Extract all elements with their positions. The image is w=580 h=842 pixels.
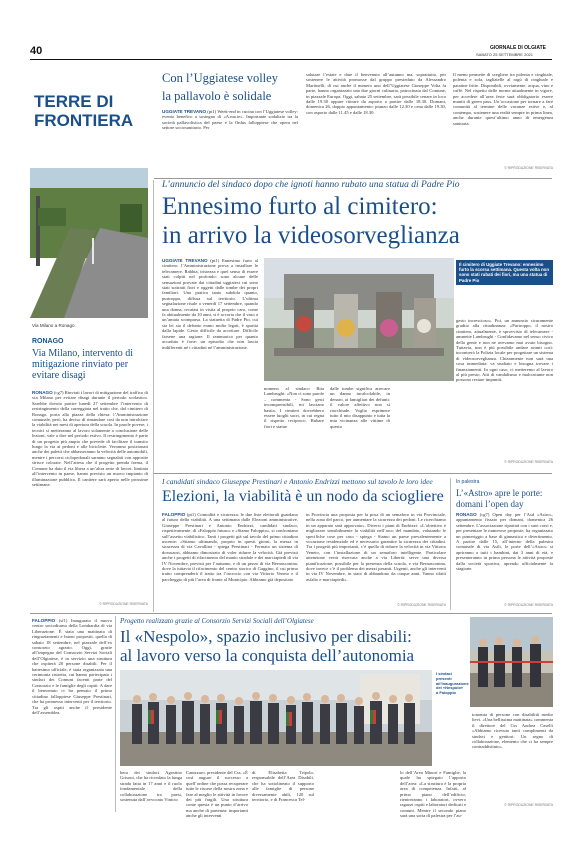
ronago-photo-caption: Via Milano a Ronago [32, 323, 75, 328]
cimitero-text-col3: dalle tombe significa arrecare un danno incalcolabile, in denaro, ai famigliari dei defunti: il valore affettivo non si riacchiude. Voglio esprimere tutto il mio disappunto e tutta la mia vicinanza alle vittime di questo [330, 386, 390, 429]
nespolo-left-rule [115, 616, 116, 812]
page-number: 40 [30, 45, 43, 57]
volley-text-col3: Il menu permette di scegliere tra polenta e cinghiale, polenta e zola, tagliatelle al ragù di cinghiale e patatine fritte. Disponibili, ovviamente, acqua, vino e caffè. Nel rispetto delle norme attualmente in vigore, per accedere all’area feste sarà obbligatorio essere muniti di green pass. Un’occasione per tornare a fare comunità al termine delle vacanze estive e, al contempo, sostenere una realtà sempre in prima linea, anche durante quest’ultimo anno di emergenza sanitaria. [453, 72, 553, 126]
volley-text1: (pt1) Week-end in cucina con l’Uggiatese volley: evento benefico a sostegno di «A.ma.te». Importante sodalizio tra la società pallavolistica del paese e la Onlus falloppiese che opera nel settore sociosanitario. Per [162, 109, 298, 131]
palestra-headline: L’«Astro» apre le porte: domani l’open day [456, 488, 543, 509]
paper-name: GIORNALE DI OLGIATE [490, 45, 547, 51]
nespolo-col2: Canizzaro, presidente del Css. «È così auguro il successo a quell’ordine che possa recuperare tutte le risorse della nostra zona e fare al meglio le attività in favore dei più fragili. Una struttura come questa è un punto d’arrivo ma anche di partenza: importanti anche gli interventi [186, 770, 248, 819]
palestra-body: (cg7) Open day per l’Asd «Astro», appuntamento fissato per domani, domenica 26 settembre. L’associazione ripartirà con i suoi corsi e, per presentare le numerose proposte, ha organizzato un pomeriggio a base di ginnastica e divertimento. A partire dalle 15, all’interno della palestra comunale di via Asili, le porte dell’«Astro» si apriranno a tutti i bambini, dai 3 anni di età, e presenteranno in prima persona le attività proposte dalla società sportiva, aprendo ufficialmente la stagione. [456, 512, 553, 572]
header-rule [30, 59, 552, 60]
ronago-body: (cg7) Rinviati i lavori di mitigazione del traffico di via Milano per evitare disagi durante il periodo scolastico. Sarebbe dovuto partire lunedì 27 settembre l’intervento di restringimento della carreggiata nel tratto che, dal cimitero di Ronago, porta alla piazza della chiesa: l’Amministrazione comunale, però, ha deciso di rimandare così da non intralciare la viabilità nei mesi di apertura della scuola. In parole povere, i tecnici si metteranno al lavoro solamente a conclusione delle lezioni, vale a dire nel periodo estivo. Il restringimento è parte di un progetto più ampio che prevede di facilitare il transito lungo la via ai pedoni e alle biciclette. Verranno posizionati anche dei paletti che abbasseranno la velocità delle automobili, mentre i percorsi ciclopedonali saranno segnalati con apposite strisce colorate. Nell’attesa che il progetto prenda forma, il Comune ha dato il via libera a un’altra serie di lavori: limitata all’intervento in paese, hanno previsto un nuovo impianto di illuminazione pubblica. Il cantiere sarà aperto nelle prossime settimane. [32, 390, 148, 487]
nespolo-left-body: (sf1) Inaugurato il nuovo centro sociodiurno della Lombardia di via Liberazione. È stata una mattinata di ringraziamenti e buoni propositi, quella di sabato 18 settembre, nel piazzale dell’ex consorzio agrario. Oggi, grazie all’impegno del Consorzio Servizi Sociali dell’Olgiatese, è in servizio una struttura che ospiterà 20 persone disabili. Per il battesimo ufficiale, è stata organizzata una cerimonia ristretta, cui hanno partecipato i sindaci dei Comuni facenti parte del Consorzio e le famiglie degli ospiti. A dare il benvenuto ci ha pensato il primo cittadino falloppiese Giuseppe Prestinari, che ha promesso interventi per il territorio. Tra gli ospiti anche il presidente dell’assemblea. [32, 618, 112, 715]
nespolo-col3: di Elisabetta Tripolo, responsabile dell’Area Disabili, che ha sottolineato il supporto alle famiglie di persone diversamente abili, 120 sul territorio, e di Francesca Tel- [252, 770, 314, 803]
left-column-rule [153, 180, 154, 612]
ribbon-cutting-photo-icon [470, 617, 553, 707]
nespolo-headline2: al lavoro verso la conquista dell’autonomia [120, 646, 415, 665]
elezioni-byline: FALOPPIO [162, 512, 186, 517]
nespolo-photo-2 [470, 617, 553, 707]
section-title [34, 92, 144, 130]
palestra-kicker: In palestra [456, 479, 480, 485]
cimitero-copyright: © RIPRODUZIONE RISERVATA [504, 460, 553, 464]
ronago-photo [30, 168, 148, 318]
street-photo-icon [30, 168, 148, 318]
nespolo-left-text [32, 618, 112, 808]
volley-kicker: Con l’Uggiatese volley [162, 71, 278, 85]
ronago-text [32, 390, 148, 600]
ronago-location: RONAGO [32, 338, 64, 345]
cemetery-photo-icon [264, 258, 454, 381]
section-title-line2: FRONTIERA [34, 111, 134, 130]
ronago-copyright: © RIPRODUZIONE RISERVATA [99, 602, 148, 606]
nespolo-col5: tonomia di persone con disabilità medio lievi. «Una bellissima mattinata» commenta il direttore del Css Andrea Caselli «Abbiamo ricevuto tanti complimenti da sindaci e genitori. Un segno di collaborazione, elemento che ci ha sempre contraddistinto». [472, 712, 554, 750]
elezioni-copyright: © RIPRODUZIONE RISERVATA [397, 603, 446, 607]
ronago-byline: RONAGO [32, 390, 53, 395]
cimitero-headline1: Ennesimo furto al cimitero: [162, 193, 438, 220]
volley-text-col2: salutare l’estate e dare il benvenuto all’autunno ma, soprattutto, per sostenere le attività promosse dal gruppo presieduto da Alessandro Martinelli, di cui anche il numero uno dell’Uggiatese Giuseppe Volta fa parte, hanno organizzato una due giorni culinaria, patrocinata dal Comune, in piazzale Europa. Oggi, sabato 25 settembre, sarà possibile cenare in loco dalle 19.30 oppure ritirare da asporto a partire dalle 18.30. Domani, domenica 26, doppio appuntamento: pranzo dalle 12.30 e cena dalle 19.30, con asporto dalle 11.45 e dalle 18.30. [306, 72, 446, 115]
nespolo-kicker: Progetto realizzato grazie al Consorzio Servizi Sociali dell’Olgiatese [120, 617, 314, 625]
cimitero-text-col4: gesto increscioso». Poi, un annuncio sicuramente gradito alla cittadinanza: «Purtroppo, il nostro cimitero, attualmente, è sprovvisto di telecamere - ammette Lambrughi - Confidavamo nel senso civico della gente e non ne avevamo mai avuto bisogno. Tuttavia, non è più possibile andare avanti così: incontrerò la Polizia locale per progettare un sistema di videosorveglianza. Chiaramente non sarà una cosa immediata: va studiato e bisogna trovare i finanziamenti. In ogni caso, ci metteremo al lavoro al più presto. Atti di vandalismo e malcostume non possono restare impuniti. [456, 318, 553, 383]
cimitero-text-col2: nomeno al sindaco Rita Lambrughi: «Non ci sono parole – commenta - Sono gesti incomprensibili, mi lasciano basita. I cimiteri dovrebbero essere luoghi sacri, in cui regna il rispetto reciproco. Rubare fiori e statue [264, 386, 324, 429]
nespolo-headline1: Il «Nespolo», spazio inclusivo per disabili: [120, 627, 412, 646]
cimitero-kicker: L’annuncio del sindaco dopo che ignoti hanno rubato una statua di Padre Pio [162, 180, 460, 190]
nespolo-photo [120, 670, 432, 766]
elezioni-text-col2: in Provincia una proposta per la posa di un semaforo in via Provinciale, nella zona del parco, per aumentare la sicurezza dei pedoni. Le ricerchiamo in un apparato sarà approvato». Diversi i piani di Endrizzi: «L’obiettivo è migliorare sensibilmente la viabilità nell’arco del mandato, valutando le specifiche cose per caso - spiega - Siamo un paese prevalentemente a vocazione residenziale ed è necessario garantire la sicurezza dei cittadini. Tra i progetti più importanti, c’è quello di ridurre la velocità in via Vittorio Veneto, con l’installazione di un semaforo intelligente. Particolare attenzione verrà riservata anche a via Libertà: serve una diversa pianificazione, possibile per la presenza della scuola, e via Bernasconina, dove invece c’è il problema dei mezzi pesanti. Urgenti, anche gli interventi in via IV Novembre, in stato di abbandono da cinque anni. Vanno rifatti asfalto e marciapiedi». [306, 512, 446, 582]
elezioni-headline: Elezioni, la viabilità è un nodo da sciogliere [162, 488, 444, 505]
cimitero-rule [154, 473, 552, 474]
volley-rule [154, 178, 552, 179]
volley-text-col1 [162, 109, 298, 161]
palestra-text [456, 512, 553, 602]
section-title-line1: TERRE DI [34, 92, 114, 111]
palestra-byline: RONAGO [456, 512, 477, 517]
nespolo-copyright: © RIPRODUZIONE RISERVATA [504, 803, 553, 807]
cimitero-text1: (pt1) Ennesimo furto al cimitero: l’Amministrazione prova a installare le telecamere. Rabbia, tristezza e quel senso di essere stati colpiti nel profondo: sono alcune delle sensazioni provate dai cittadini uggiatesi cui sono stati sottratti fiori e oggetti dalle tombe dei propri familiari. Una pratica tanto subdola quanto, purtroppo, diffusa sul territorio. L’ultima segnalazione risale a venerdì 17 settembre, quando una donna, recatasi in visita al proprio caro, come fa abitualmente da 10 anni, si è accorta che il vaso a un’amata scomparsa. La statuetta di Padre Pio, cui sia lei sia il defunto erano molto legati, è sparita dalla lapide. Gesto difficile da accettare. Difficile farsene una ragione. Il rammarico per quanto accaduto è forte: un episodio che non lascia indifferenti né i cittadini né l’amministrazione. [162, 258, 259, 350]
cimitero-text-col1 [162, 258, 258, 468]
ronago-headline: Via Milano, intervento di mitigazione rinviato per evitare disagi [32, 348, 134, 381]
volley-copyright: © RIPRODUZIONE RISERVATA [504, 166, 553, 170]
nespolo-col4: lo dell’Area Minori e Famiglie, la quale ha spiegato l’apporto dell’area: «La struttura è la propria area di competenza. Infatti, al primo piano dell’edificio, rientreranno i laboratori, ovvero ragazzi ospiti e laboratori dedicati e comuni. Mentre il secondo piano sarà una sorta di palestra per l’au- [400, 770, 466, 819]
group-photo-icon [120, 670, 432, 766]
cimitero-byline: UGGIATE TREVANO [162, 258, 208, 263]
nespolo-left-byline: FALOPPIO [32, 618, 56, 623]
volley-byline: UGGIATE TREVANO [162, 109, 207, 114]
cimitero-photo [264, 258, 454, 381]
elezioni-rule [450, 478, 451, 610]
volley-headline: la pallavolo è solidale [162, 89, 272, 103]
elezioni-text-col1 [162, 512, 298, 607]
elezioni-text1: (pt1) Comodità e sicurezza: le due liste elettorali guardano al futuro della viabilità. A una settimana dalle Elezioni amministrative, Giuseppe Prestinari e Antonio Endrizzi, candidati sindaco, rispettivamente, di «Faloppio futuro» e «Siamo Faloppio», si confrontano sull’assetto viabilistico. Tanti i progetti già sul tavolo del primo cittadino uscente: «Stiamo ultimando, proprio in questi giorni, la messa in sicurezza di via Cavallina - spiega Prestinari - Fermato un sistema di dossuaori, abbiamo dimostrato di voler ridurre la velocità. Già previsti anche i progetti di rifacimento del manto stradale e dei marciapiedi di via IV Novembre, previsti per l’autunno, e di un pezzo di via Bernasconina, dove la tuttavia il rifacimento del centro storico di Gaggino, il cui primo tratto comprenderà il tratto tra l’incrocio con via Vittorio Veneto e il parcheggio di più l’area di fronte al Municipio. Abbiamo già depositato [162, 512, 298, 582]
elezioni-kicker: I candidati sindaco Giuseppe Prestinari e Antonio Endrizzi mettono sul tavolo le loro idee [162, 477, 433, 486]
cimitero-photo-caption: Il cimitero di Uggiate Trevano: ennesimo furto la scorsa settimana. Questa volta non sono stati rubati dei fiori, ma una statua di Padre Pio [456, 260, 553, 285]
nespolo-col1: bera dei sindaci Agostino Grisoni, che ha ricordato la lunga strada fatta in 17 anni e il ruolo fondamentale della collaborazione tra paesi, sostenuta dall’avvocato Vinicio [120, 770, 182, 803]
issue-date: SABATO 25 SETTEMBRE 2021 [476, 52, 533, 57]
bottom-section-rule [30, 613, 552, 614]
nespolo-photo-caption: I sindaci presenti all’inaugurazione del «Nespolo» a Faloppio [433, 670, 469, 698]
cimitero-headline2: in arrivo la videosorveglianza [162, 222, 460, 249]
palestra-copyright: © RIPRODUZIONE RISERVATA [504, 603, 553, 607]
